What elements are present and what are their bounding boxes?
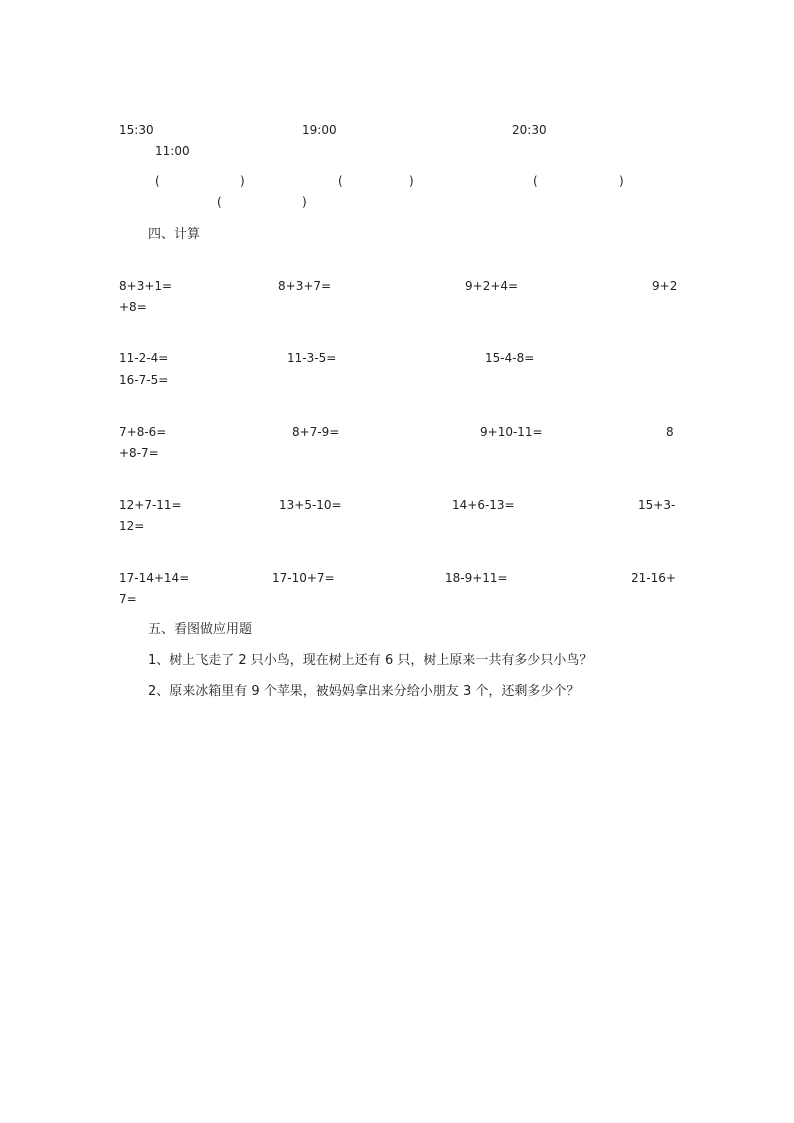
answer-paren-close-2: ) <box>409 174 414 188</box>
calc-r5-c2: 17-10+7= <box>272 571 335 585</box>
calc-r2-c4: 16-7-5= <box>119 373 169 387</box>
time-label-2: 19:00 <box>302 123 337 137</box>
calc-r4-c4a: 15+3- <box>638 498 676 512</box>
section-5-title: 五、看图做应用题 <box>148 622 253 637</box>
time-label-3: 20:30 <box>512 123 547 137</box>
calc-r1-c4b: +8= <box>119 300 147 314</box>
calc-r3-c2: 8+7-9= <box>292 425 340 439</box>
answer-paren-open-1: ( <box>155 174 160 188</box>
calc-r4-c2: 13+5-10= <box>279 498 342 512</box>
answer-paren-open-2: ( <box>338 174 343 188</box>
answer-paren-close-4: ) <box>302 195 307 209</box>
time-label-4: 11:00 <box>155 144 190 158</box>
section-4-title: 四、计算 <box>148 227 201 242</box>
calc-r5-c3: 18-9+11= <box>445 571 508 585</box>
calc-r2-c3: 15-4-8= <box>485 351 535 365</box>
calc-r1-c1: 8+3+1= <box>119 279 173 293</box>
calc-r4-c1: 12+7-11= <box>119 498 182 512</box>
calc-r5-c1: 17-14+14= <box>119 571 190 585</box>
time-label-1: 15:30 <box>119 123 154 137</box>
calc-r2-c2: 11-3-5= <box>287 351 337 365</box>
calc-r1-c4a: 9+2 <box>652 279 678 293</box>
calc-r1-c2: 8+3+7= <box>278 279 332 293</box>
answer-paren-open-3: ( <box>533 174 538 188</box>
answer-paren-close-1: ) <box>240 174 245 188</box>
calc-r2-c1: 11-2-4= <box>119 351 169 365</box>
calc-r4-c3: 14+6-13= <box>452 498 515 512</box>
calc-r3-c4a: 8 <box>666 425 674 439</box>
calc-r4-c4b: 12= <box>119 519 145 533</box>
calc-r5-c4a: 21-16+ <box>631 571 676 585</box>
word-problem-1: 1、树上飞走了 2 只小鸟，现在树上还有 6 只，树上原来一共有多少只小鸟？ <box>148 653 593 668</box>
calc-r3-c3: 9+10-11= <box>480 425 543 439</box>
answer-paren-close-3: ) <box>619 174 624 188</box>
calc-r1-c3: 9+2+4= <box>465 279 519 293</box>
word-problem-2: 2、原来冰箱里有 9 个苹果，被妈妈拿出来分给小朋友 3 个，还剩多少个？ <box>148 684 580 699</box>
calc-r3-c1: 7+8-6= <box>119 425 167 439</box>
answer-paren-open-4: ( <box>217 195 222 209</box>
calc-r3-c4b: +8-7= <box>119 446 159 460</box>
calc-r5-c4b: 7= <box>119 592 137 606</box>
